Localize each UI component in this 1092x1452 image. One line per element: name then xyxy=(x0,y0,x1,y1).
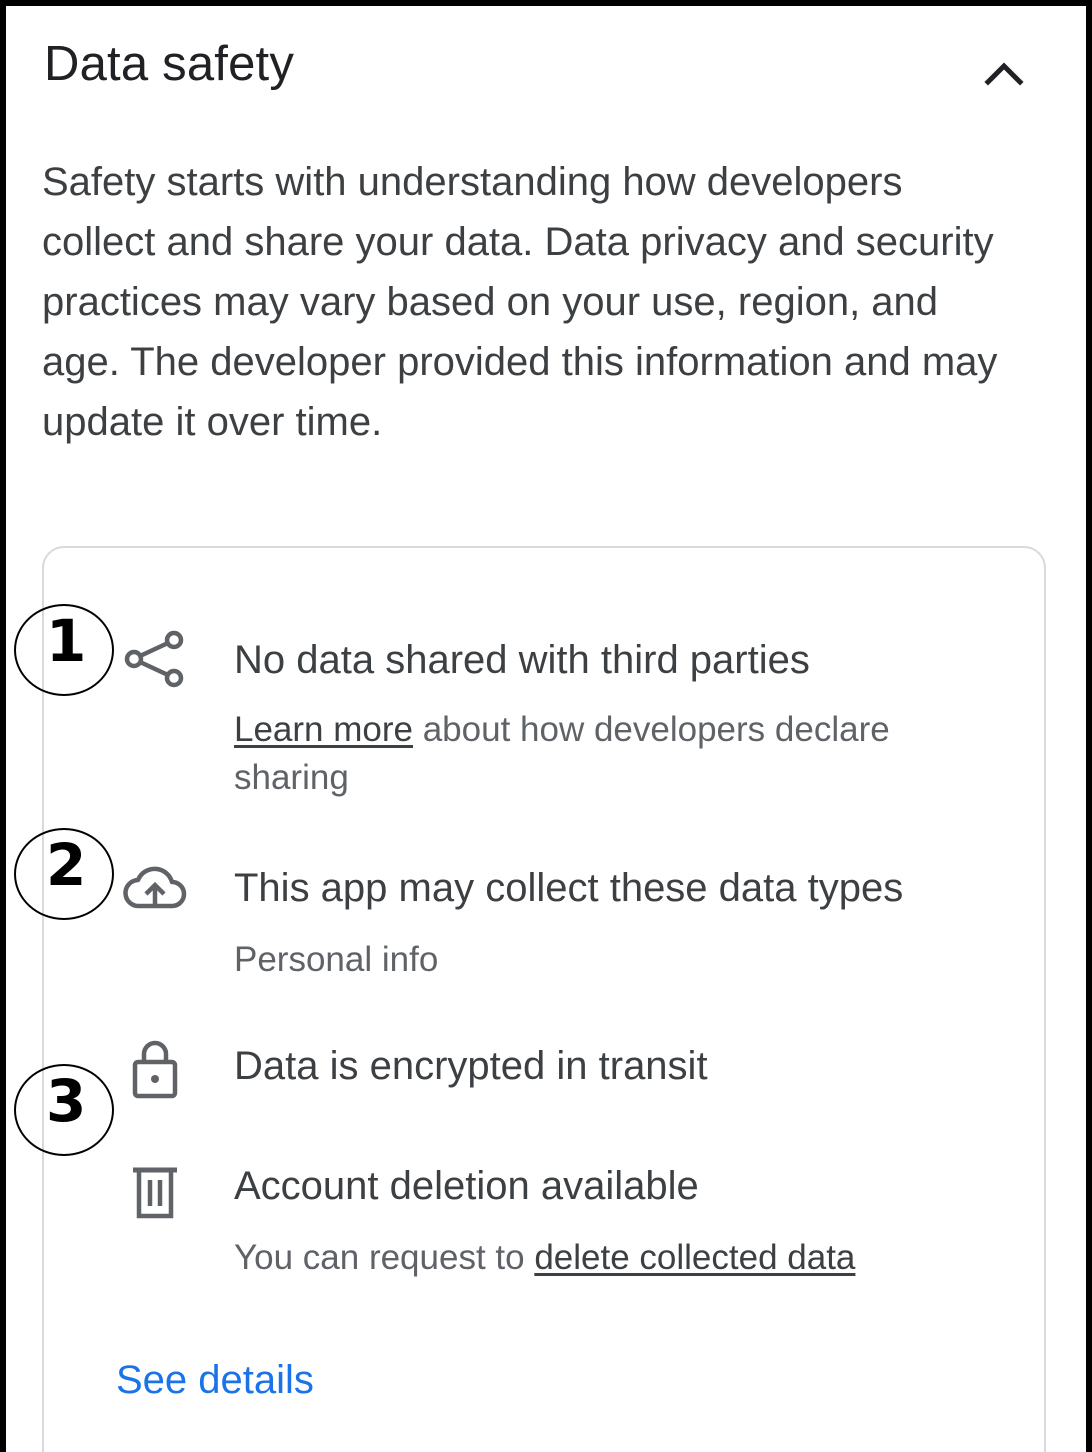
cloud-upload-icon xyxy=(122,856,188,922)
item-subtitle-text: You can request to xyxy=(234,1238,535,1277)
delete-collected-data-link[interactable]: delete collected data xyxy=(534,1238,856,1277)
data-safety-card xyxy=(42,546,1046,1452)
item-subtitle xyxy=(234,706,994,802)
chevron-up-icon xyxy=(984,58,1024,86)
callout-1: 1 xyxy=(14,604,114,696)
item-title: This app may collect these data types xyxy=(234,866,904,910)
item-title: Data is encrypted in transit xyxy=(234,1044,708,1088)
trash-icon xyxy=(122,1156,188,1222)
learn-more-link[interactable]: Learn more xyxy=(234,710,413,749)
callout-2: 2 xyxy=(14,828,114,920)
intro-text: Safety starts with understanding how developers collect and share your data. Data privacy and security practices may vary based on your use, region, and age. The developer provided this information and may update it over time. xyxy=(42,160,998,444)
lock-icon xyxy=(122,1034,188,1100)
collapse-button[interactable] xyxy=(974,42,1034,102)
item-title: Account deletion available xyxy=(234,1164,699,1208)
item-subtitle xyxy=(234,1234,1034,1282)
section-title: Data safety xyxy=(44,37,295,91)
data-safety-panel xyxy=(6,6,1086,1452)
item-subtitle-text: about how developers declare sharing xyxy=(234,710,890,797)
callout-3: 3 xyxy=(14,1064,114,1156)
share-icon xyxy=(122,626,188,692)
item-title: No data shared with third parties xyxy=(234,638,810,682)
item-subtitle: Personal info xyxy=(234,940,439,979)
see-details-link[interactable]: See details xyxy=(116,1358,314,1402)
